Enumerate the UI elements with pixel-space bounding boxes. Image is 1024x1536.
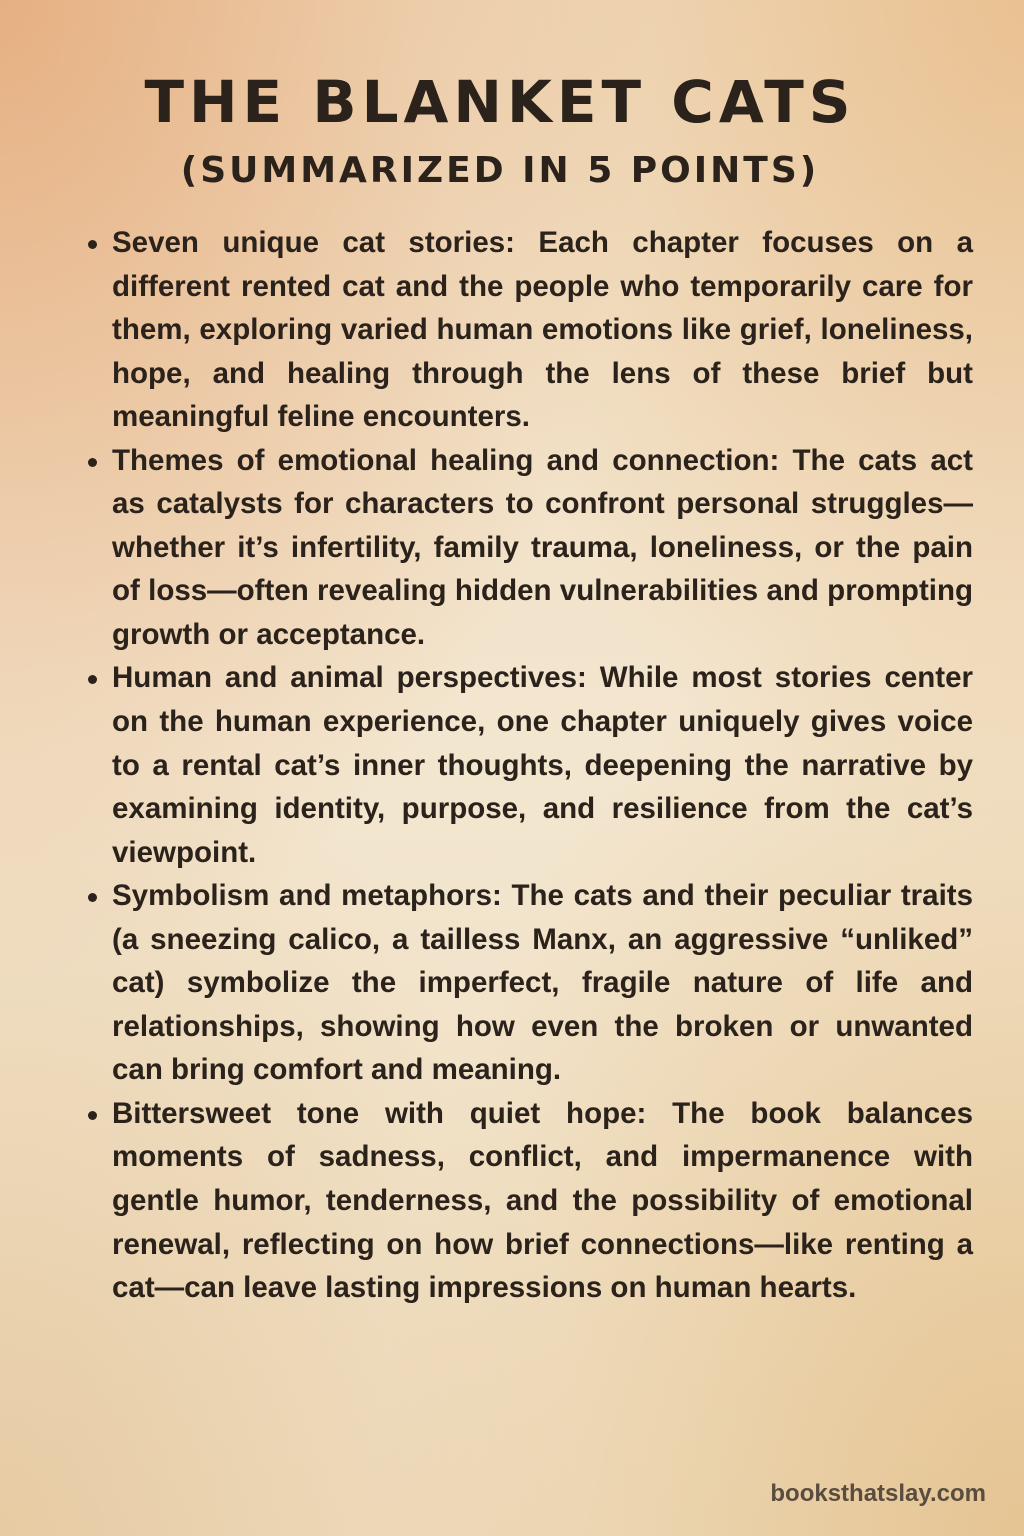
page-title: THE BLANKET CATS	[144, 68, 856, 136]
summary-list	[112, 221, 973, 1310]
list-item: Human and animal perspectives: While most stories center on the human experience, one chapter uniquely gives voice to a rental cat’s inner thoughts, deepening the narrative by examining identity, purpose, and resilience from the cat’s viewpoint.	[112, 656, 973, 874]
list-item: Themes of emotional healing and connection: The cats act as catalysts for characters to confront personal struggles—whether it’s infertility, family trauma, loneliness, or the pain of loss—often revealing hidden vulnerabilities and prompting growth or acceptance.	[112, 439, 973, 657]
list-item: Symbolism and metaphors: The cats and their peculiar traits (a sneezing calico, a tailless Manx, an aggressive “unliked” cat) symbolize the imperfect, fragile nature of life and relationships, showing how even the broken or unwanted can bring comfort and meaning.	[112, 874, 973, 1092]
list-item: Bittersweet tone with quiet hope: The book balances moments of sadness, conflict, and impermanence with gentle humor, tenderness, and the possibility of emotional renewal, reflecting on how brief connections—like renting a cat—can leave lasting impressions on human hearts.	[112, 1092, 973, 1310]
site-watermark: booksthatslay.com	[770, 1480, 986, 1507]
page-subtitle: (SUMMARIZED IN 5 POINTS)	[180, 150, 820, 191]
list-item: Seven unique cat stories: Each chapter focuses on a different rented cat and the people who temporarily care for them, exploring varied human emotions like grief, loneliness, hope, and healing through the lens of these brief but meaningful feline encounters.	[112, 221, 973, 439]
